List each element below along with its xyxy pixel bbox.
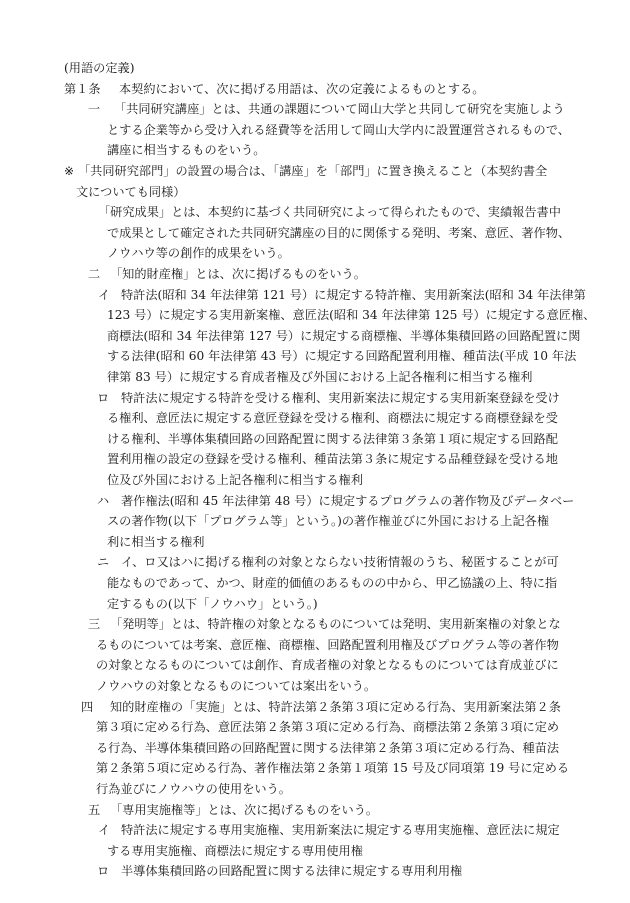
sub-item-marker: ニ [97, 555, 110, 570]
sub-item-marker: イ [98, 287, 111, 302]
sub-item [0, 820, 630, 861]
sub-item-text: 著作権法(昭和 45 年法律第 48 号）に規定するプログラムの著作物及びデータベー スの著作物(以下「プログラム等」という。)の著作権並びに外国における上記各権 利に相当する権利 [107, 493, 575, 549]
sub-item-text: 特許法に規定する専用実施権、実用新案法に規定する専用実施権、意匠法に規定 する専用実施権、商標法に規定する専用使用権 [107, 823, 560, 858]
section-heading [64, 58, 630, 79]
sub-item-marker: ロ [97, 864, 110, 879]
item-text: 知的財産権の「実施」とは、特許法第２条第３項に定める行為、実用新案法第２条 第３項に定める行為、意匠法第２条第３項に定める行為、商標法第２条第３項に定め る行為、半導体集積回路の回路配置に関する法律第２条第３項に定める行為、種苗法 第２条第５項に定める行為、著作権法第２条第１項第 15 号及び同項第 19 号に定める 行為並びにノウハウの使用をいう。 [96, 699, 570, 796]
definition-item [0, 697, 630, 800]
sub-item-text: 特許法(昭和 34 年法律第 121 号）に規定する特許権、実用新案法(昭和 34 年法律第 123 号）に規定する実用新案権、意匠法(昭和 34 年法律第 125 号）に規定する意匠権、 商標法(昭和 34 年法律第 127 号）に規定する商標権、半導体集積回路の回路配置に関 する法律(昭和 60 年法律第 43 号）に規定する回路配置利用権、種苗法(平成 10 年法 律第 83 号）に規定する育成者権及び外国における上記各権利に相当する権利 [107, 287, 596, 384]
item-marker: 五 [88, 802, 101, 817]
definition-item [0, 202, 630, 264]
definition-item [0, 264, 630, 285]
item-marker: 四 [81, 699, 94, 714]
item-marker: 二 [88, 266, 101, 281]
definition-item [0, 614, 630, 696]
sub-item-marker: イ [98, 823, 111, 838]
note-marker: ※ [64, 163, 75, 178]
definition-item [0, 99, 630, 161]
article-text: 本契約において、次に掲げる用語は、次の定義によるものとする。 [119, 81, 485, 96]
sub-item-text: イ、ロ又はハに掲げる権利の対象とならない技術情報のうち、秘匿することが可 能なものであって、かつ、財産的価値のあるものの中から、甲乙協議の上、特に指 定するもの(以下「ノウハウ」という。) [107, 555, 559, 611]
sub-item [0, 861, 630, 882]
definition-item [0, 800, 630, 821]
sub-item-text: 半導体集積回路の回路配置に関する法律に規定する専用利用権 [121, 864, 463, 879]
item-marker: 一 [88, 102, 101, 117]
heading-text: (用語の定義) [64, 61, 135, 75]
item-text: 「共同研究講座」とは、共通の課題について岡山大学と共同して研究を実施しよう とする企業等から受け入れる経費等を活用して岡山大学内に設置運営されるもので、 講座に相当するものをいう。 [107, 102, 570, 158]
item-text: 「発明等」とは、特許権の対象となるものについては発明、実用新案権の対象とな るものについては考案、意匠権、商標権、回路配置利用権及びプログラム等の著作物 の対象となるものについては創作、育成者権の対象となるものについては育成並びに ノウハウの対象となるものについては案出をいう。 [96, 617, 561, 693]
sub-item-marker: ハ [97, 493, 110, 508]
item-marker: 三 [88, 617, 101, 632]
sub-item [0, 552, 630, 614]
item-text: 「専用実施権等」とは、次に掲げるものをいう。 [110, 802, 379, 817]
sub-item-marker: ロ [97, 390, 110, 405]
sub-item-text: 特許法に規定する特許を受ける権利、実用新案法に規定する実用新案登録を受け る権利、意匠法に規定する意匠登録を受ける権利、商標法に規定する商標登録を受 ける権利、半導体集積回路の回路配置に関する法律第３条第１項に規定する回路配 置利用権の設定の登録を受ける権利、種苗法第３条に規定する品種登録を受ける地 位及び外国における上記各権利に相当する権利 [107, 390, 560, 487]
article-marker: 第１条 [64, 81, 101, 96]
sub-item [0, 388, 630, 491]
note-item [0, 161, 630, 202]
item-text: 「研究成果」とは、本契約に基づく共同研究によって得られたもので、実績報告書中 で成果として確定された共同研究講座の目的に関係する発明、考案、意匠、著作物、 ノウハウ等の創作的成果をいう。 [98, 205, 571, 261]
sub-item [0, 491, 630, 553]
article-1 [0, 79, 630, 100]
sub-item [0, 285, 630, 388]
item-text: 「知的財産権」とは、次に掲げるものをいう。 [110, 266, 366, 281]
note-text: 「共同研究部門」の設置の場合は、「講座」を「部門」に置き換えること（本契約書全 文についても同様） [76, 163, 548, 199]
